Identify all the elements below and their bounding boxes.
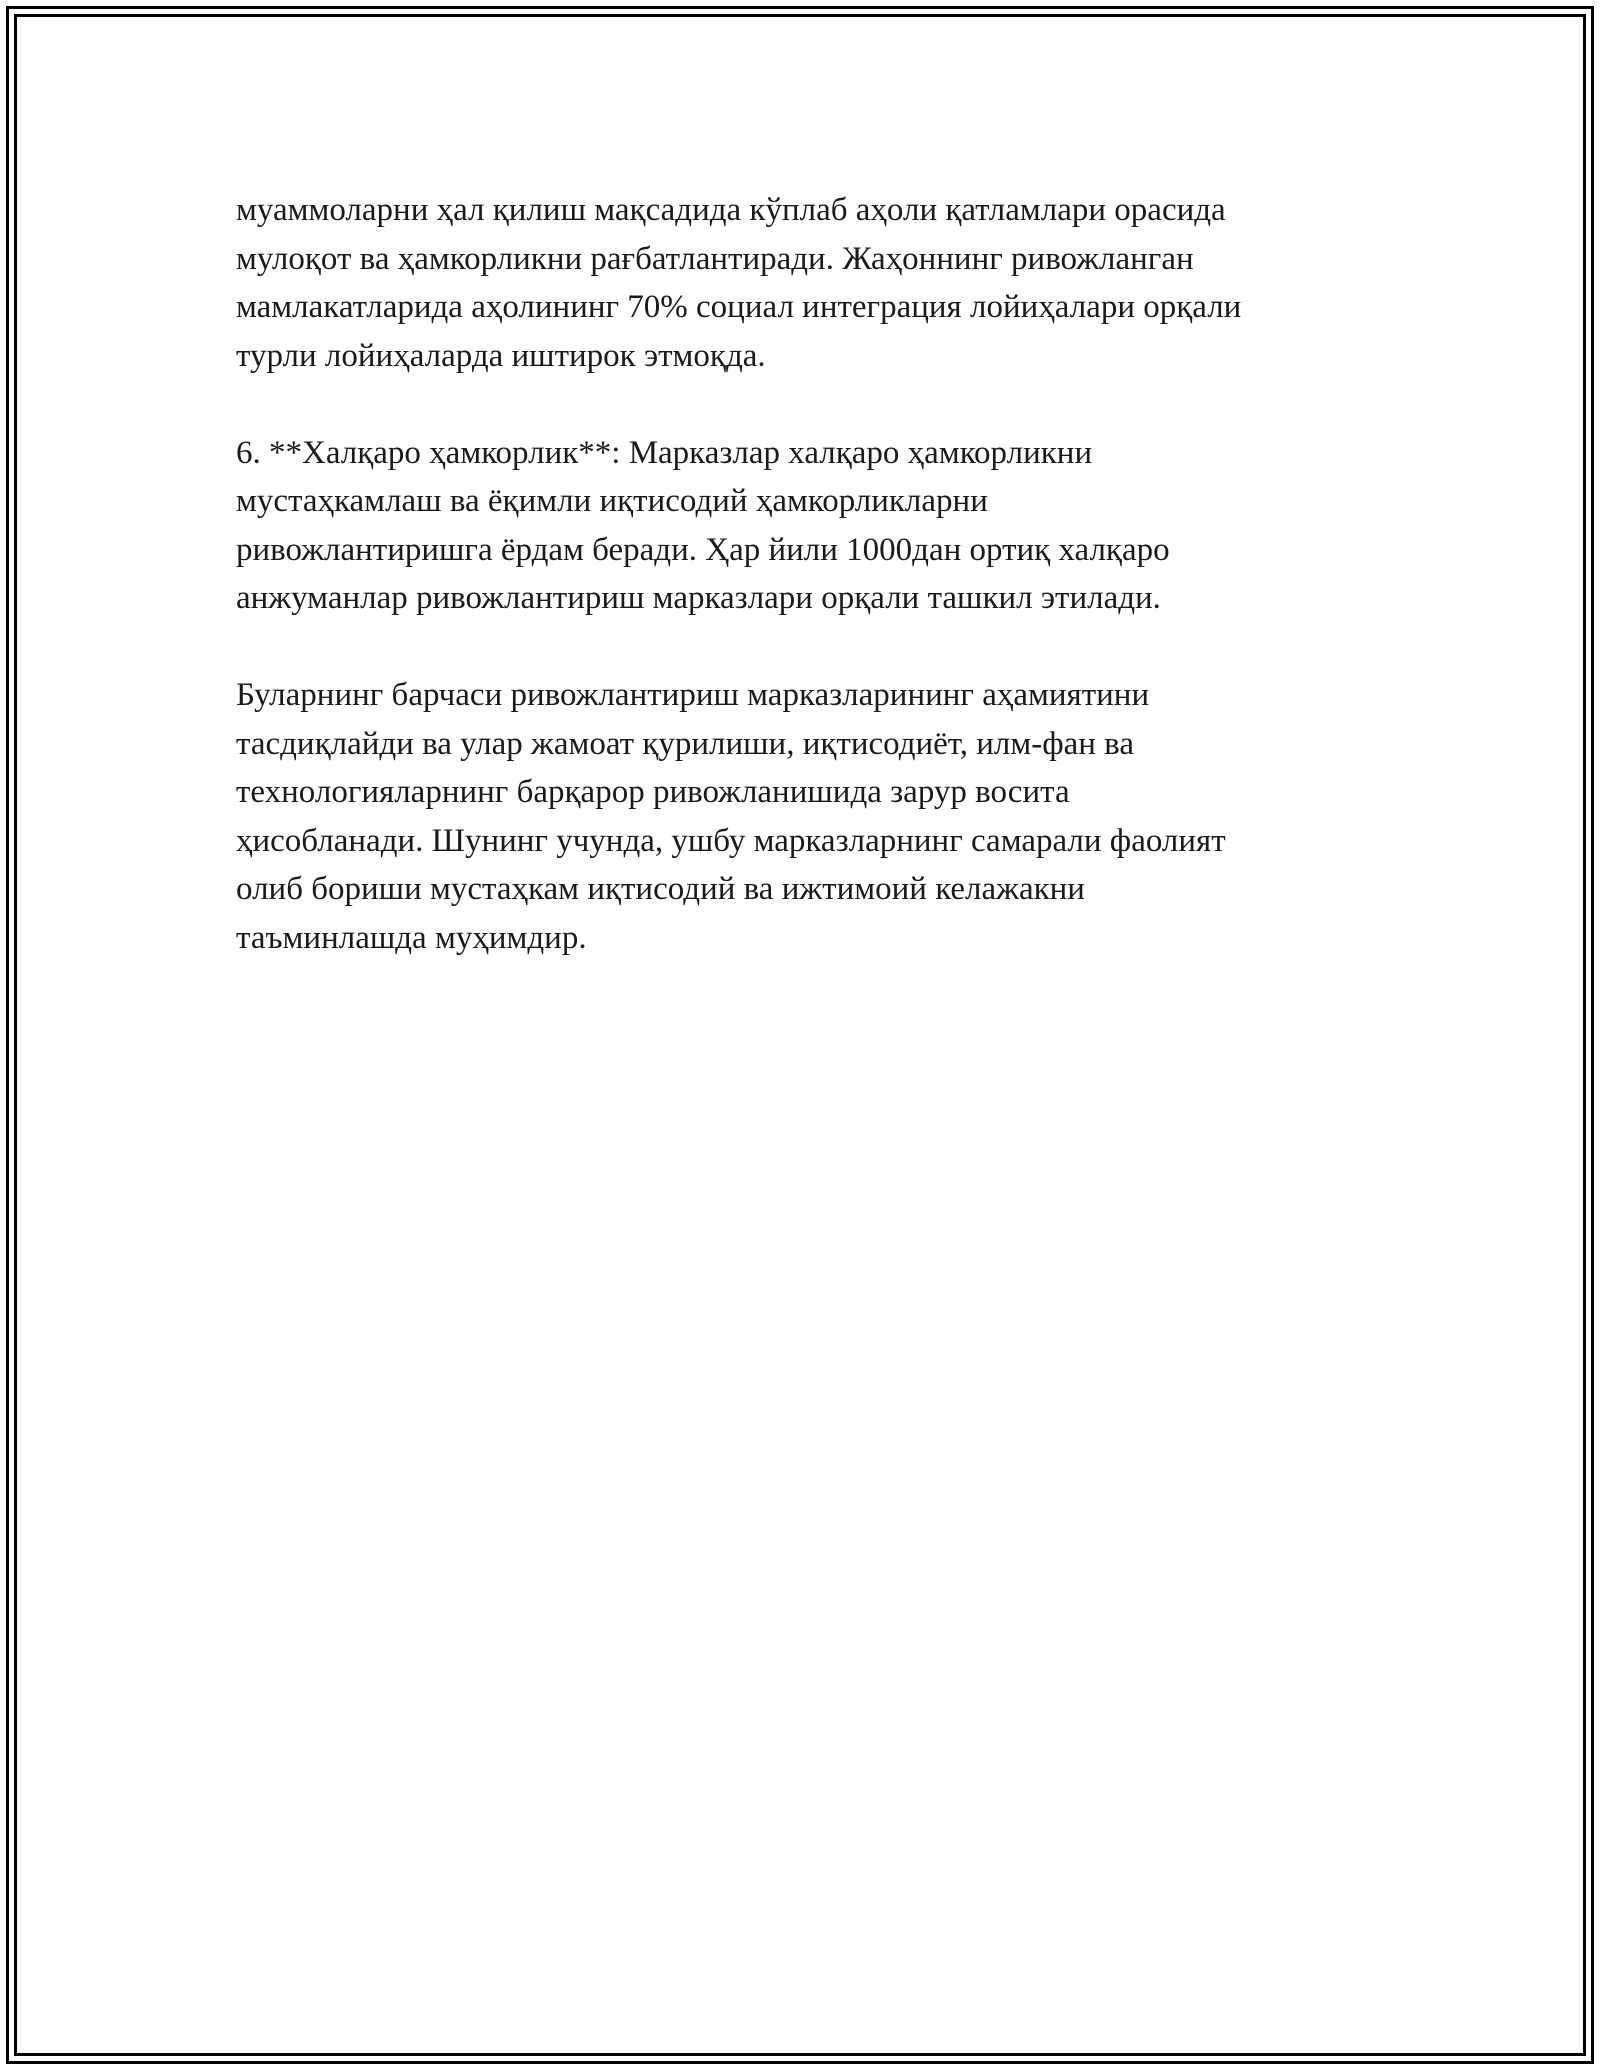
text-line: мамлакатларида аҳолининг 70% социал интеграция лойиҳалари орқали <box>236 289 1242 325</box>
paragraph-social-integration <box>236 186 1366 380</box>
text-line: турли лойиҳаларда иштирок этмоқда. <box>236 337 766 374</box>
paragraph-conclusion <box>236 671 1366 962</box>
text-line: Буларнинг барчаси ривожлантириш марказларининг аҳамиятини <box>236 677 1150 713</box>
text-line: муаммоларни ҳал қилиш мақсадида кўплаб аҳоли қатламлари орасида <box>236 192 1226 228</box>
paragraph-international-cooperation <box>236 429 1366 623</box>
document-body <box>236 186 1366 1011</box>
text-line: мустаҳкамлаш ва ёқимли иқтисодий ҳамкорликларни <box>236 483 988 519</box>
text-line: анжуманлар ривожлантириш марказлари орқали ташкил этилади. <box>236 580 1161 616</box>
text-line: олиб бориши мустаҳкам иқтисодий ва ижтимоий келажакни <box>236 871 1085 907</box>
text-line: ривожлантиришга ёрдам беради. Ҳар йили 1000дан ортиқ халқаро <box>236 531 1170 568</box>
text-line: 6. **Халқаро ҳамкорлик**: Марказлар халқаро ҳамкорликни <box>236 434 1093 471</box>
text-line: таъминлашда муҳимдир. <box>236 919 587 956</box>
text-line: ҳисобланади. Шунинг учунда, ушбу марказларнинг самарали фаолият <box>236 822 1226 859</box>
text-line: мулоқот ва ҳамкорликни рағбатлантиради. Жаҳоннинг ривожланган <box>236 240 1194 277</box>
text-line: технологияларнинг барқарор ривожланишида зарур восита <box>236 774 1070 810</box>
text-line: тасдиқлайди ва улар жамоат қурилиши, иқтисодиёт, илм-фан ва <box>236 725 1134 762</box>
